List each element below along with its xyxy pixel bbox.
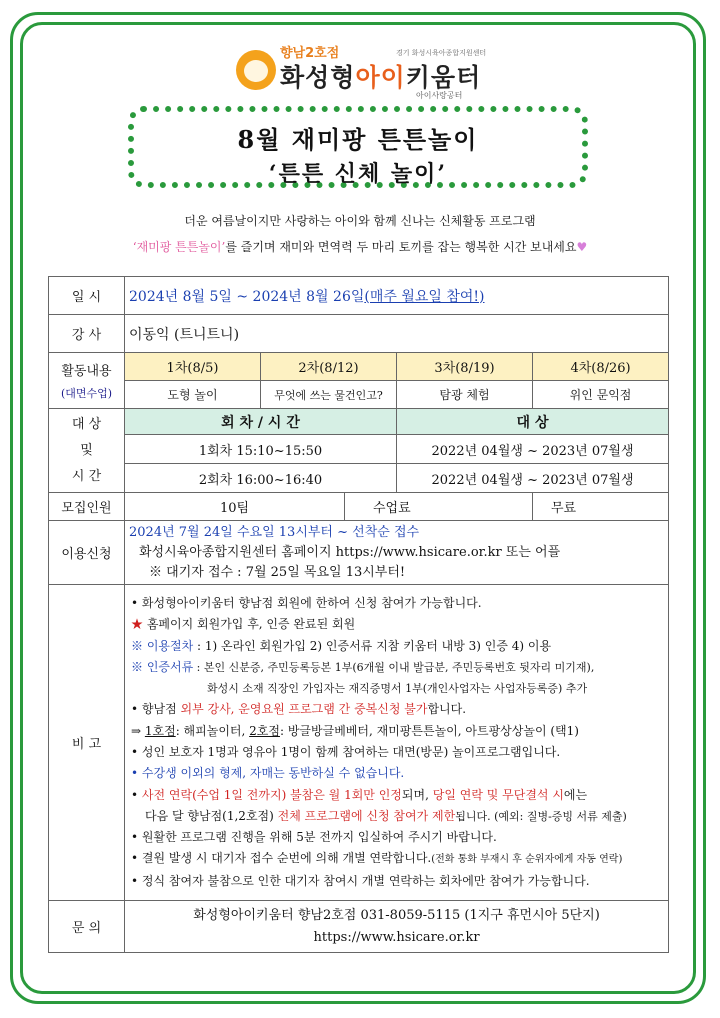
session-topic: 위인 문익점 [533,381,669,409]
apply-value: 2024년 7월 24일 수요일 13시부터 ~ 선착순 접수 화성시육아종합지원센터 홈페이지 https://www.hsicare.or.kr 또는 어플 ※ 대기자 접수 : 7월 25일 목요일 13시부터! [125,521,669,585]
info-table [48,276,669,953]
session-round: 1차(8/5) [125,353,261,381]
intro-line-2: ‘재미팡 튼튼놀이’를 즐기며 재미와 면역력 두 마리 토끼를 잡는 행복한 시간 보내세요♥ [132,240,588,254]
session-topic: 무엇에 쓰는 물건인고? [261,381,397,409]
session-topic: 탐광 체험 [397,381,533,409]
target-header: 대 상 [397,409,669,435]
slot-target: 2022년 04월생 ~ 2023년 07월생 [397,435,669,464]
session-round: 4차(8/26) [533,353,669,381]
logo-org: 경기 화성시육아종합지원센터 [396,49,487,57]
logo-sub: 아이사랑공터 [416,91,463,100]
instructor-value: 이동익 (트니트니) [125,315,669,353]
recruit-value: 10팀 [125,493,345,521]
fee-label: 수업료 [345,493,533,521]
remarks-value: • 화성형아이키움터 향남점 회원에 한하여 신청 참여가 가능합니다. ★ 홈페이지 회원가입 후, 인증 완료된 회원 ※ 이용절차 : 1) 온라인 회원가입 2) 인증서류 지참 키움터 내방 3) 인증 4) 이용 ※ 인증서류 : 본인 신분증, 주민등록등본 1부(6개월 이내 발급분, 주민등록번호 뒷자리 미기재), 화성시 소재 직장인 가입자는 재직증명서 1부(개인사업자는 사업자등록증) 추가 • 향남점 외부 강사, 운영요원 프로그램 간 중복신청 불가합니다. ⇒ 1호점: 해피놀이터, 2호점: 방글방글베베터, 재미팡튼튼놀이, 아트팡상상놀이 (택1) • 성인 보호자 1명과 영유아 1명이 함께 참여하는 대면(방문) 놀이프로그램입니다. • 수강생 이외의 형제, 자매는 동반하실 수 없습니다. • 사전 연락(수업 1일 전까지) 불참은 월 1회만 인정되며, 당일 연락 및 무단결석 시에는 다음 달 향남점(1,2호점) 전체 프로그램에 신청 참여가 제한됩니다. (예외: 질병-증빙 서류 제출) • 원활한 프로그램 진행을 위해 5분 전까지 입실하여 주시기 바랍니다. • 결원 발생 시 대기자 접수 순번에 의해 개별 연락합니다.(전화 통화 부재시 후 순위자에게 자동 연락) • 정식 참여자 불참으로 인한 대기자 참여시 개별 연락하는 회차에만 참여가 가능합니다. [125,585,669,901]
slot-target: 2022년 04월생 ~ 2023년 07월생 [397,464,669,493]
logo-branch: 향남2호점 [280,46,340,61]
logo [236,40,496,100]
recruit-label: 모집인원 [49,493,125,521]
logo-brand: 화성형아이키움터 [280,63,482,92]
slot-time: 2회차 16:00~16:40 [125,464,397,493]
target-label: 대 상 및 시 간 [49,409,125,493]
date-value: 2024년 8월 5일 ~ 2024년 8월 26일(매주 월요일 참여!) [125,277,669,315]
activity-label: 활동내용 (대면수업) [49,353,125,409]
sun-face-icon [236,50,276,90]
contact-label: 문 의 [49,901,125,953]
title-main: 8월 재미팡 튼튼놀이 [237,125,479,154]
session-round: 2차(8/12) [261,353,397,381]
title-box [128,106,588,188]
contact-value: 화성형아이키움터 향남2호점 031-8059-5115 (1지구 휴먼시아 5단지) https://www.hsicare.or.kr [125,901,669,953]
fee-value: 무료 [533,493,669,521]
session-topic: 도형 놀이 [125,381,261,409]
instructor-label: 강 사 [49,315,125,353]
apply-label: 이용신청 [49,521,125,585]
session-round: 3차(8/19) [397,353,533,381]
slot-time: 1회차 15:10~15:50 [125,435,397,464]
intro-line-1: 더운 여름날이지만 사랑하는 아이와 함께 신나는 신체활동 프로그램 [184,214,536,228]
date-label: 일 시 [49,277,125,315]
title-sub: ‘튼튼 신체 놀이’ [268,161,448,187]
heart-icon: ♥ [576,240,588,254]
time-header: 회 차 / 시 간 [125,409,397,435]
remarks-label: 비 고 [49,585,125,901]
